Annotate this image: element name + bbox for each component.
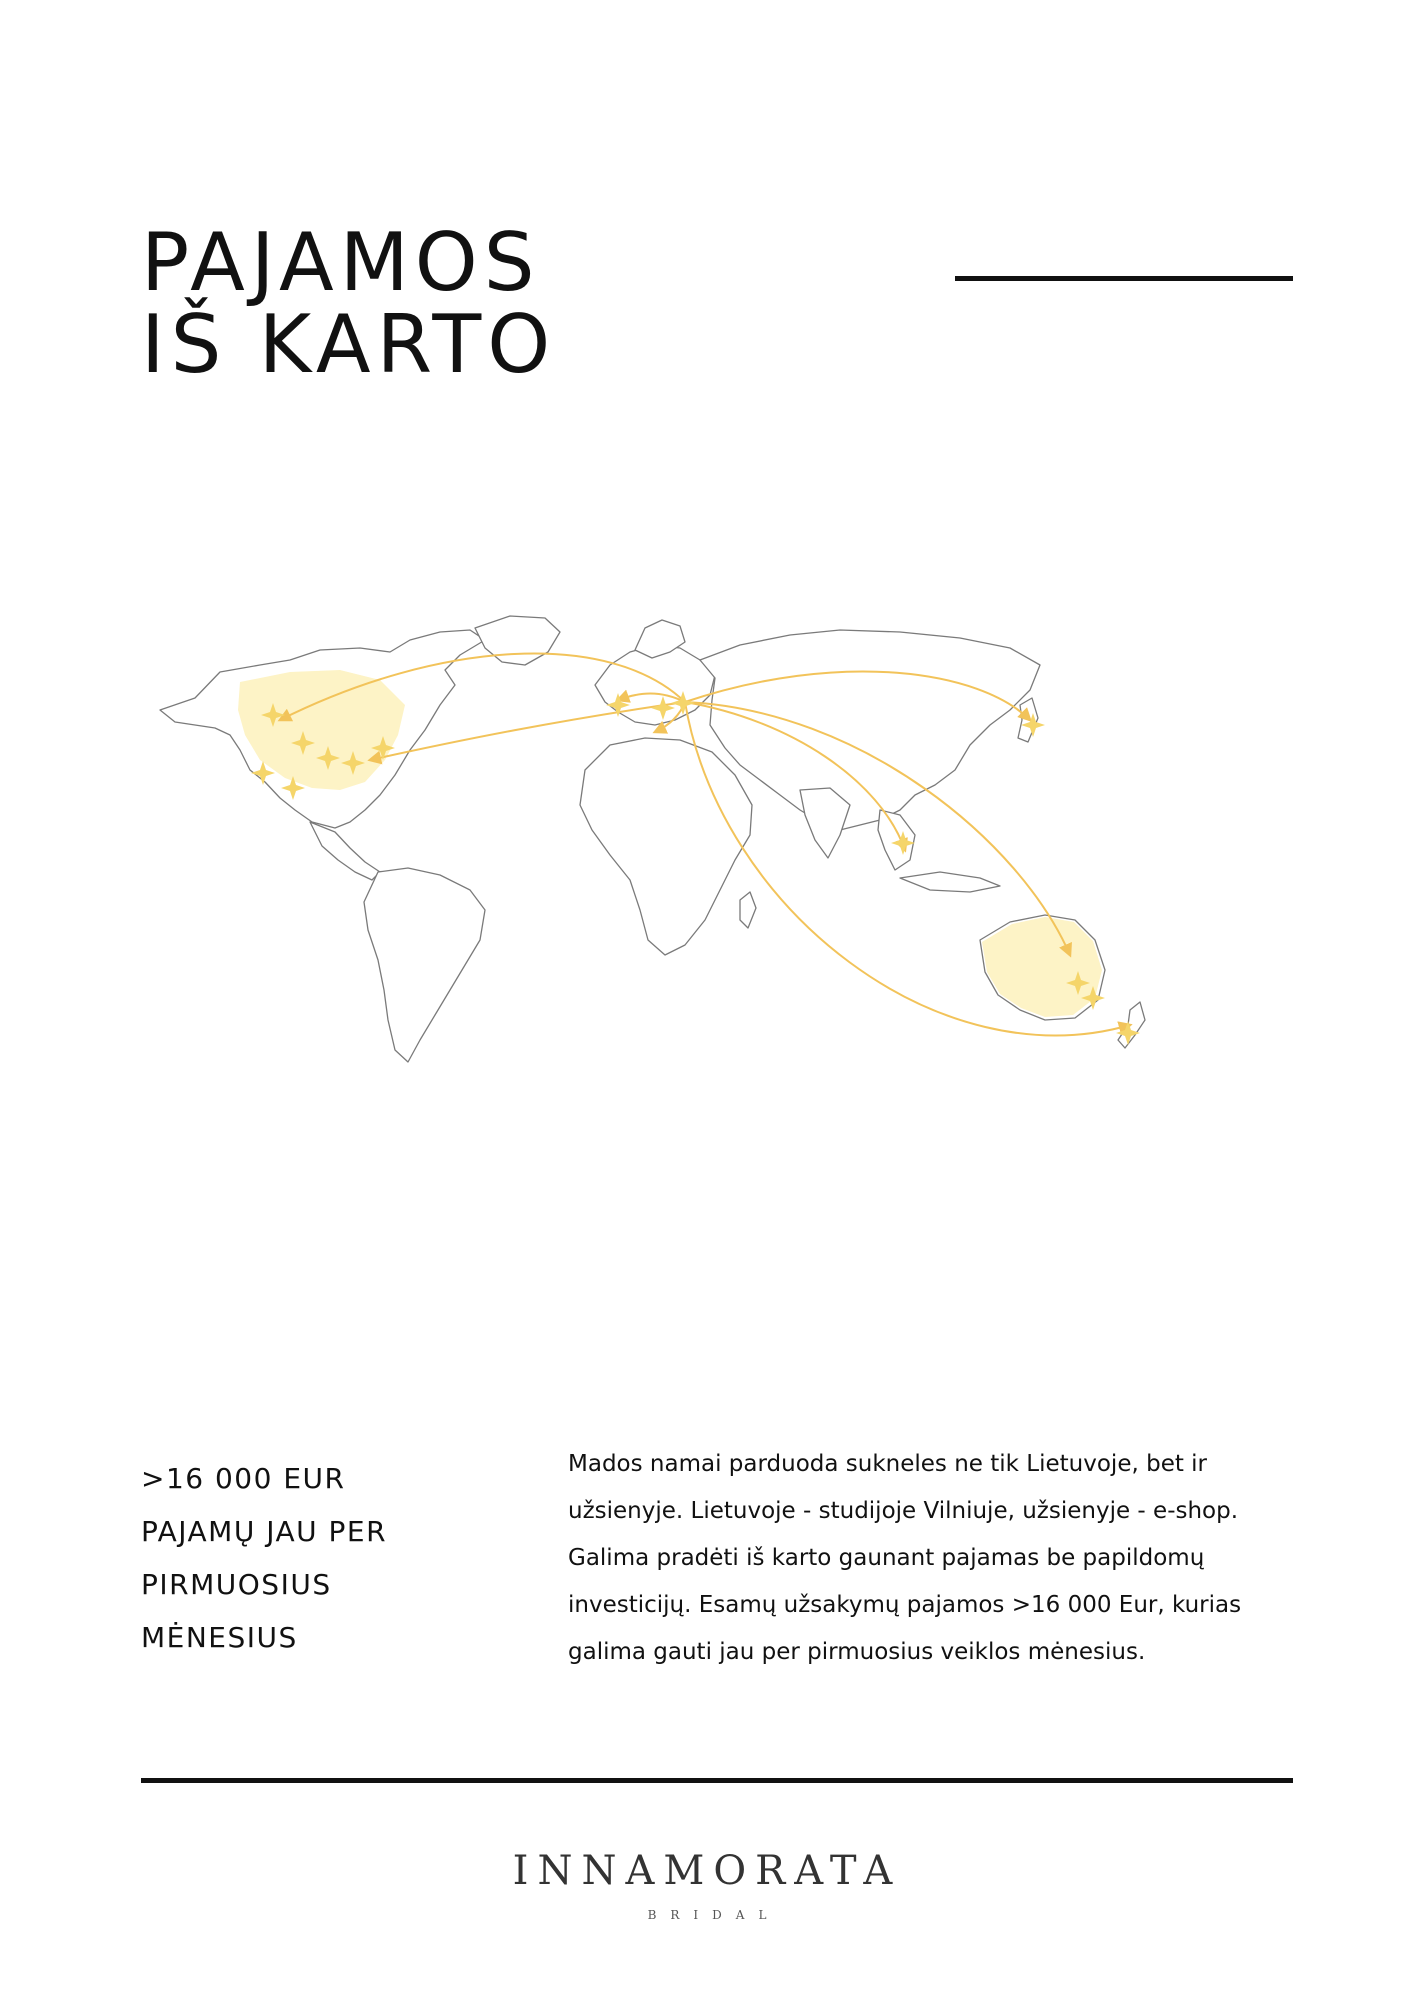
page-title: [141, 216, 557, 391]
brand-subtitle: BRIDAL: [647, 1908, 781, 1922]
description-line-2: užsienyje. Lietuvoje - studijoje Vilniuje, užsienyje - e-shop.: [568, 1498, 1239, 1524]
new-zealand-shape: [1118, 1002, 1145, 1048]
bottom-divider: [141, 1778, 1293, 1783]
world-map-graphic: [140, 610, 1270, 1170]
central-america-shape: [310, 822, 380, 880]
description-paragraph: [568, 1441, 1288, 1676]
australia-highlight: [982, 917, 1102, 1017]
brand-logo: [0, 1848, 1414, 1922]
description-line-4: investicijų. Esamų užsakymų pajamos >16 000 Eur, kurias: [568, 1592, 1242, 1618]
africa-shape: [580, 738, 752, 955]
india-shape: [800, 788, 850, 858]
greenland-shape: [475, 616, 560, 665]
brand-name: INNAMORATA: [512, 1848, 902, 1894]
madagascar-shape: [740, 892, 756, 928]
south-america-shape: [364, 868, 485, 1062]
top-divider: [955, 276, 1293, 281]
title-line-1: PAJAMOS: [141, 216, 541, 309]
stat-line-4: MĖNESIUS: [141, 1621, 298, 1654]
asia-shape: [700, 630, 1040, 830]
southeast-asia-shape: [878, 810, 915, 870]
indonesia-shape: [900, 872, 1000, 892]
description-line-3: Galima pradėti iš karto gaunant pajamas be papildomų: [568, 1545, 1205, 1571]
title-line-2: IŠ KARTO: [141, 298, 557, 391]
stat-line-3: PIRMUOSIUS: [141, 1568, 332, 1601]
description-line-1: Mados namai parduoda sukneles ne tik Lietuvoje, bet ir: [568, 1451, 1208, 1477]
description-line-5: galima gauti jau per pirmuosius veiklos mėnesius.: [568, 1639, 1146, 1665]
revenue-stat: [141, 1452, 521, 1664]
world-map: [140, 610, 1270, 1170]
stat-line-2: PAJAMŲ JAU PER: [141, 1515, 388, 1548]
stat-line-1: >16 000 EUR: [141, 1462, 346, 1495]
